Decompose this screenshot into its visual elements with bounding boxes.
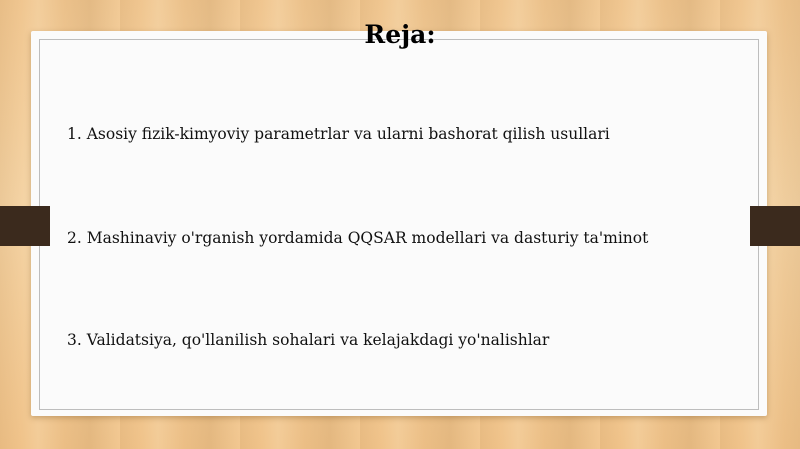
plan-item-1: 1. Asosiy fizik-kimyoviy parametrlar va ularni bashorat qilish usullari: [67, 125, 610, 143]
left-decorative-tab: [0, 206, 50, 246]
right-decorative-tab: [750, 206, 800, 246]
slide-card: [31, 31, 767, 416]
slide-inner-frame: [39, 39, 759, 410]
slide-title: Reja:: [364, 20, 436, 49]
plan-item-3: 3. Validatsiya, qo'llanilish sohalari va kelajakdagi yo'nalishlar: [67, 331, 550, 349]
plan-item-2: 2. Mashinaviy o'rganish yordamida QQSAR modellari va dasturiy ta'minot: [67, 229, 649, 247]
